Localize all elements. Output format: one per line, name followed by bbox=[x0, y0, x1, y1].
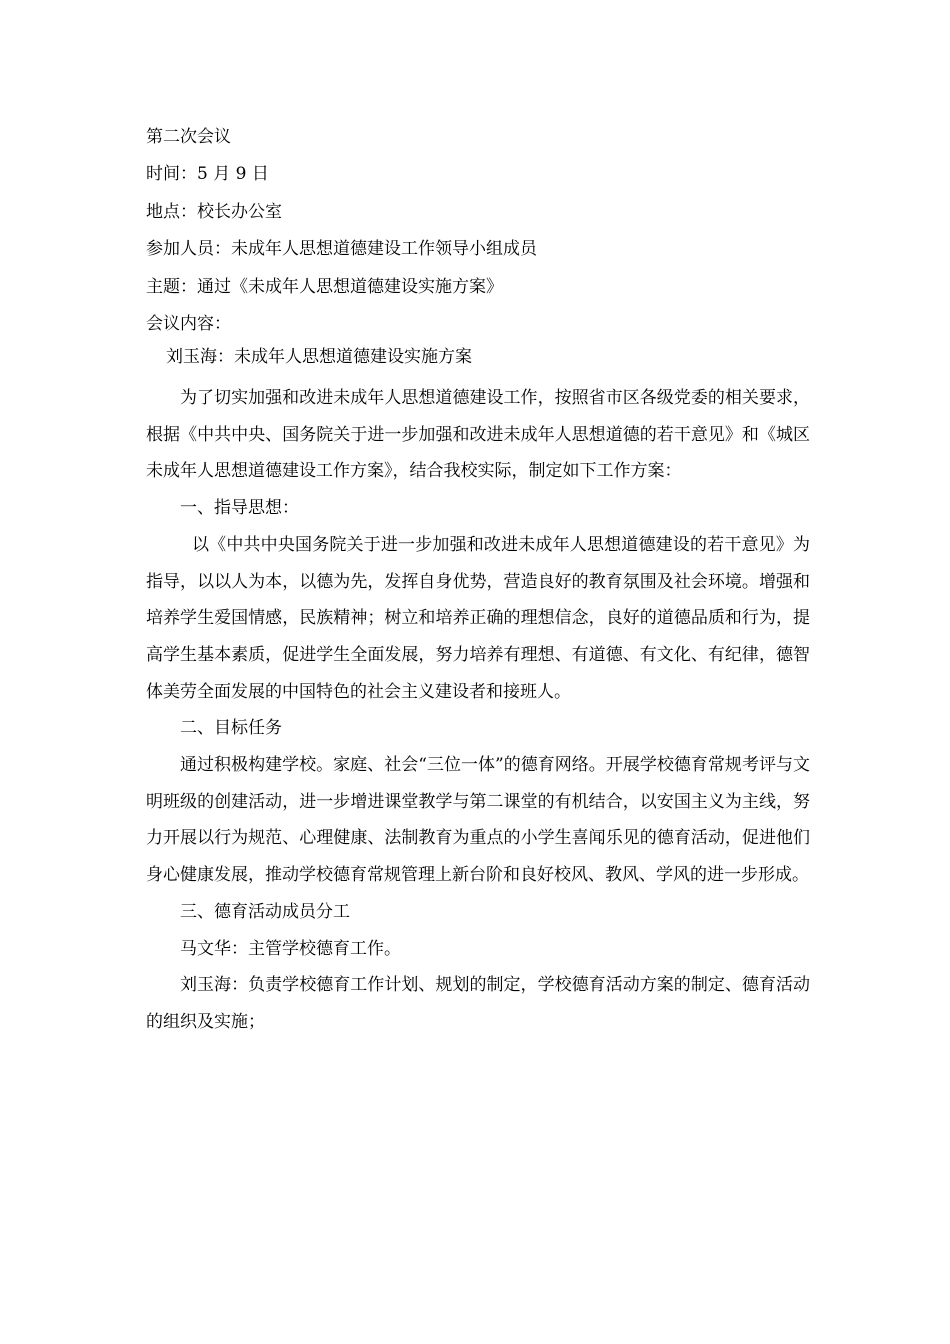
duty-item-2: 刘玉海：负责学校德育工作计划、规划的制定，学校德育活动方案的制定、德育活动的组织及实施； bbox=[146, 975, 810, 1032]
duty-item-1: 马文华：主管学校德育工作。 bbox=[180, 938, 401, 959]
meeting-place: 地点：校长办公室 bbox=[146, 201, 282, 222]
meeting-content-label: 会议内容： bbox=[146, 313, 231, 334]
section1-heading: 一、指导思想： bbox=[180, 498, 299, 519]
meeting-topic: 主题：通过《未成年人思想道德建设实施方案》 bbox=[146, 276, 503, 297]
section2-paragraph: 通过积极构建学校。家庭、社会“三位一体”的德育网络。开展学校德育常规考评与文明班级的创建活动，进一步增进课堂教学与第二课堂的有机结合，以安国主义为主线，努力开展以行为规范、心理健康、法制教育为重点的小学生喜闻乐见的德育活动，促进他们身心健康发展，推动学校德育常规管理上新台阶和良好校风、教风、学风的进一步形成。 bbox=[146, 755, 810, 886]
section3-heading: 三、德育活动成员分工 bbox=[180, 901, 350, 922]
meeting-title: 第二次会议 bbox=[146, 127, 231, 147]
section1-paragraph: 以《中共中央国务院关于进一步加强和改进未成年人思想道德建设的若干意见》为指导，以以人为本，以德为先，发挥自身优势，营造良好的教育氛围及社会环境。增强和培养学生爱国情感，民族精神；树立和培养正确的理想信念，良好的道德品质和行为，提高学生基本素质，促进学生全面发展，努力培养有理想、有道德、有文化、有纪律，德智体美劳全面发展的中国特色的社会主义建设者和接班人。 bbox=[146, 534, 810, 702]
plan-body bbox=[146, 380, 810, 1041]
intro-paragraph: 为了切实加强和改进未成年人思想道德建设工作，按照省市区各级党委的相关要求，根据《中共中央、国务院关于进一步加强和改进未成年人思想道德的若干意见》和《城区未成年人思想道德建设工作方案》，结合我校实际，制定如下工作方案： bbox=[146, 388, 810, 482]
meeting-time: 时间：5 月 9 日 bbox=[146, 164, 269, 185]
speaker-line: 刘玉海：未成年人思想道德建设实施方案 bbox=[166, 347, 472, 367]
section2-heading: 二、目标任务 bbox=[180, 718, 282, 739]
meeting-attendees: 参加人员：未成年人思想道德建设工作领导小组成员 bbox=[146, 239, 537, 260]
meeting-header bbox=[146, 126, 826, 350]
